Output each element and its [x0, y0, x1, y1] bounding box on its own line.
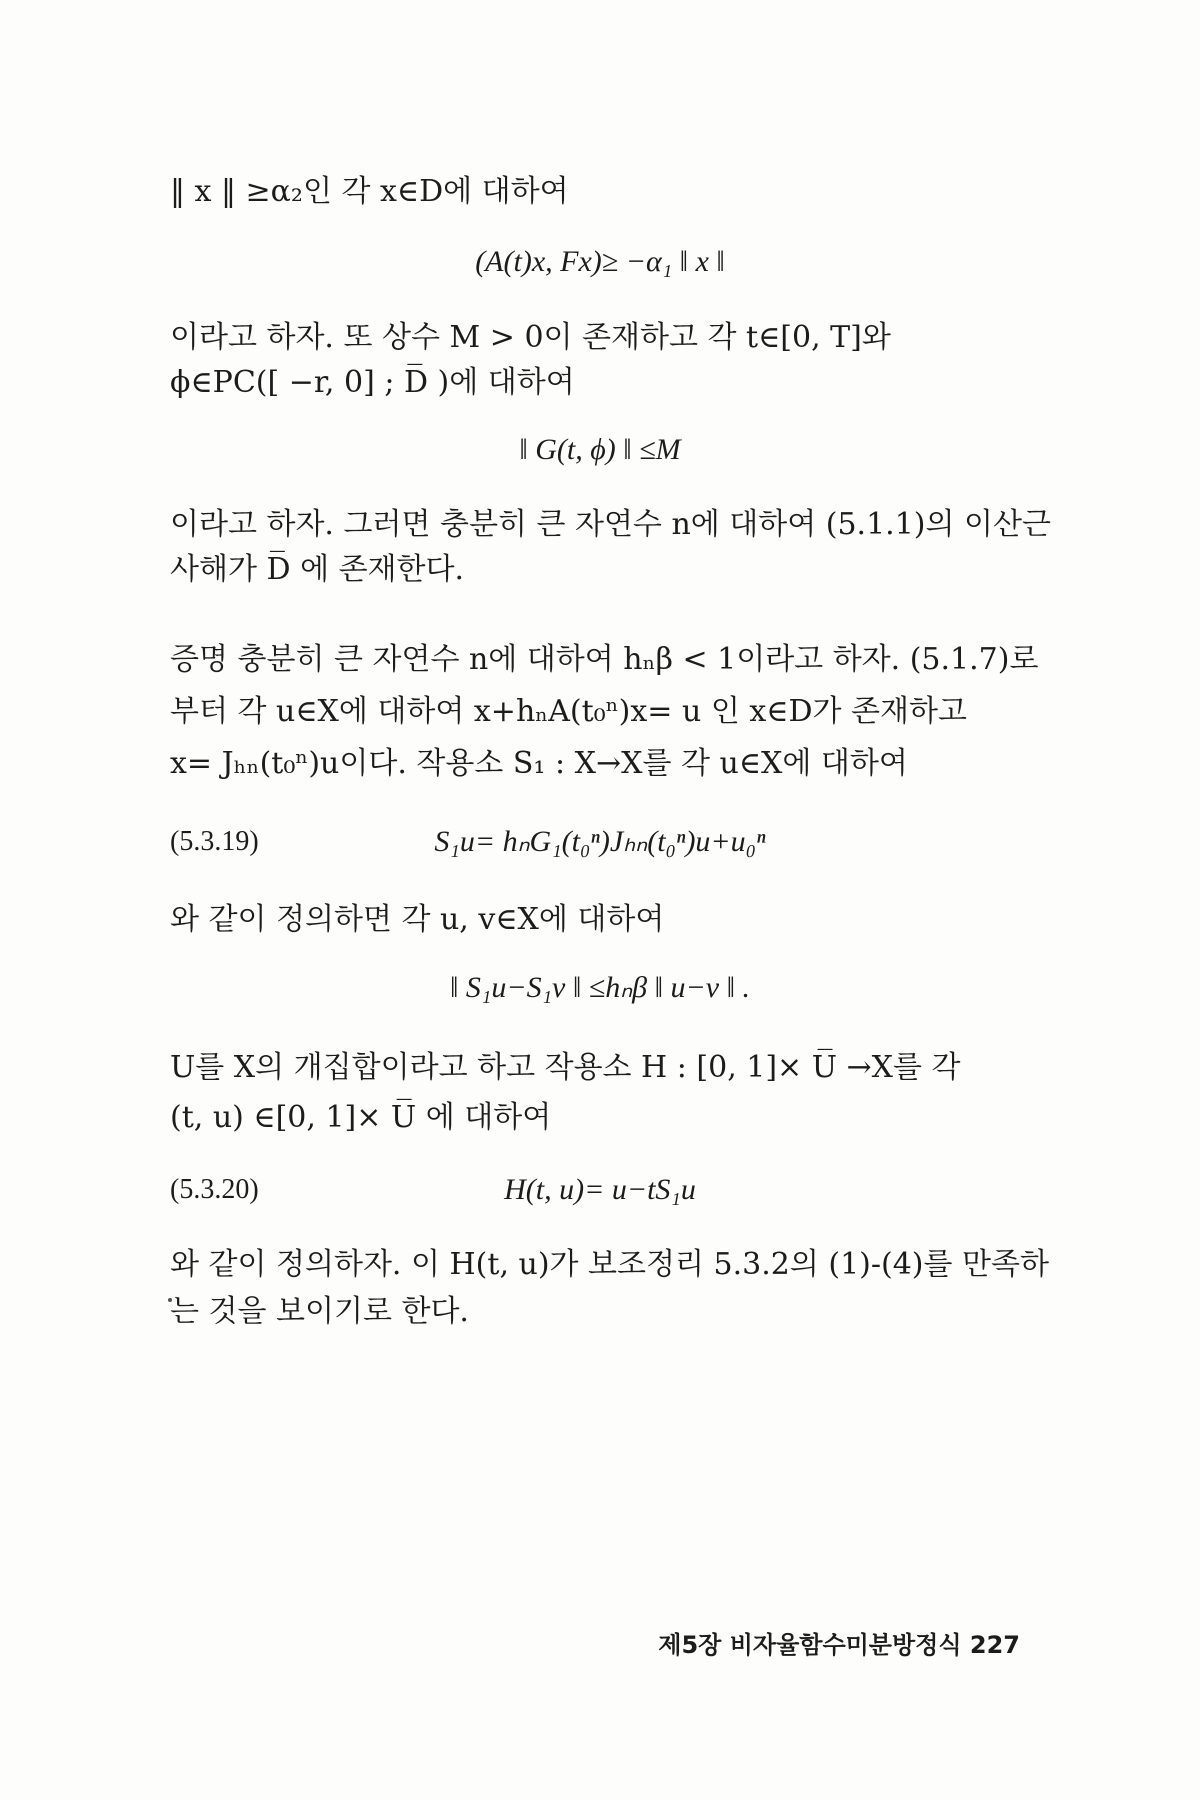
equation-5-3-20: H(t, u)= u−tS₁u: [504, 1173, 696, 1206]
text-line-4: ϕ∈PC([ −r, 0] ; D̅ )에 대하여: [170, 365, 575, 400]
text-line-1: ‖ x ‖ ≥α₂인 각 x∈D에 대하여: [170, 174, 569, 209]
proof-line-3: x= Jₕₙ(t₀ⁿ)u이다. 작용소 S₁ : X→X를 각 u∈X에 대하여: [170, 746, 908, 781]
text-line-14: (t, u) ∈[0, 1]× U̅ 에 대하여: [170, 1100, 552, 1135]
equation-5-3-19: S₁u= hₙG₁(t₀ⁿ)Jₕₙ(t₀ⁿ)u+u₀ⁿ: [434, 825, 766, 858]
text-line-15: 와 같이 정의하자. 이 H(t, u)가 보조정리 5.3.2의 (1)-(4)를 만족하: [170, 1247, 1049, 1282]
equation-number-5-3-19: (5.3.19): [170, 826, 259, 857]
text-line-13: U를 X의 개집합이라고 하고 작용소 H : [0, 1]× U̅ →X를 각: [170, 1050, 961, 1085]
display-inequality: (A(t)x, Fx)≥ −α₁ ‖ x ‖: [475, 245, 725, 278]
text-line-7: 사해가 D̅ 에 존재한다.: [170, 552, 465, 587]
display-lipschitz: ‖ S₁u−S₁v ‖ ≤hₙβ ‖ u−v ‖ .: [449, 971, 751, 1004]
text-line-11: 와 같이 정의하면 각 u, v∈X에 대하여: [170, 902, 665, 937]
equation-number-5-3-20: (5.3.20): [170, 1174, 259, 1205]
text-line-6: 이라고 하자. 그러면 충분히 큰 자연수 n에 대하여 (5.1.1)의 이산근: [170, 507, 1051, 542]
proof-line-2: 부터 각 u∈X에 대하여 x+hₙA(t₀ⁿ)x= u 인 x∈D가 존재하고: [170, 694, 967, 729]
display-bound: ‖ G(t, ϕ) ‖ ≤M: [519, 433, 681, 466]
proof-line-1: 증명 충분히 큰 자연수 n에 대하여 hₙβ < 1이라고 하자. (5.1.7)로: [170, 642, 1039, 677]
text-line-3: 이라고 하자. 또 상수 M > 0이 존재하고 각 t∈[0, T]와: [170, 320, 891, 355]
text-line-16: 는 것을 보이기로 한다.: [170, 1294, 469, 1329]
page-footer: 제5장 비자율함수미분방정식 227: [658, 1631, 1020, 1659]
